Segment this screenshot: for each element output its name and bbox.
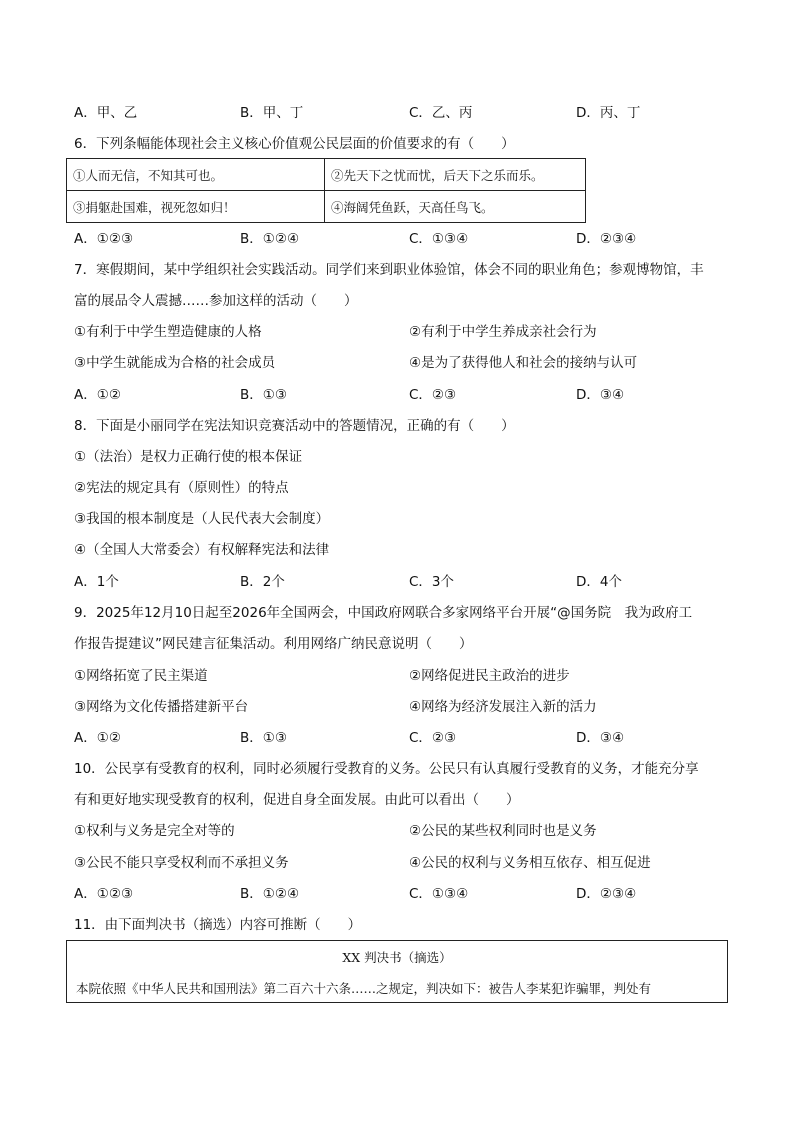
q6-option-b: B．①②④ [240, 231, 300, 247]
q7-item-2: ②有利于中学生养成亲社会行为 [409, 324, 597, 340]
q7-item-1: ①有利于中学生塑造健康的人格 [74, 324, 262, 340]
q10-option-a: A．①②③ [74, 886, 134, 902]
q8-item-3: ③我国的根本制度是（人民代表大会制度） [74, 511, 330, 527]
q10-stem-line2: 有和更好地实现受教育的权利，促进自身全面发展。由此可以看出（ ） [74, 792, 520, 808]
q6-banner-2: ②先天下之忧而忧，后天下之乐而乐。 [325, 159, 586, 191]
q11-stem: 11．由下面判决书（摘选）内容可推断（ ） [74, 917, 362, 933]
q9-stem-line1: 9．2025年12月10日起至2026年全国两会，中国政府网联合多家网络平台开展“@国务院 我为政府工 [74, 605, 693, 621]
q6-banner-1: ①人而无信，不知其可也。 [67, 159, 325, 191]
q9-option-a: A．①② [74, 730, 121, 746]
q11-verdict-text: 本院依照《中华人民共和国刑法》第二百六十六条……之规定，判决如下：被告人李某犯诈骗罪，判处有 [76, 981, 652, 996]
q8-item-1: ①（法治）是权力正确行使的根本保证 [74, 449, 303, 465]
q7-option-b: B．①③ [240, 387, 287, 403]
q8-item-2: ②宪法的规定具有（原则性）的特点 [74, 480, 289, 496]
q6-option-d: D．②③④ [576, 231, 637, 247]
q8-option-d: D．4个 [576, 574, 622, 590]
q5-option-a: A．甲、乙 [74, 105, 138, 121]
q11-verdict-box [66, 940, 728, 1003]
q10-option-c: C．①③④ [409, 886, 469, 902]
q8-stem: 8．下面是小丽同学在宪法知识竞赛活动中的答题情况，正确的有（ ） [74, 418, 515, 434]
q10-option-b: B．①②④ [240, 886, 300, 902]
q6-option-a: A．①②③ [74, 231, 134, 247]
q8-option-c: C．3个 [409, 574, 455, 590]
q10-item-4: ④公民的权利与义务相互依存、相互促进 [409, 855, 651, 871]
q10-stem-line1: 10．公民享有受教育的权利，同时必须履行受教育的义务。公民只有认真履行受教育的义务，才能充分享 [74, 761, 699, 777]
q5-option-c: C．乙、丙 [409, 105, 473, 121]
q7-item-4: ④是为了获得他人和社会的接纳与认可 [409, 355, 638, 371]
q6-option-c: C．①③④ [409, 231, 469, 247]
q5-option-b: B．甲、丁 [240, 105, 304, 121]
q7-stem-line2: 富的展品令人震撼……参加这样的活动（ ） [74, 293, 358, 309]
q7-item-3: ③中学生就能成为合格的社会成员 [74, 355, 276, 371]
q11-verdict-title: XX 判决书（摘选） [342, 950, 452, 965]
q7-option-d: D．③④ [576, 387, 625, 403]
q7-option-a: A．①② [74, 387, 121, 403]
q8-option-b: B．2个 [240, 574, 285, 590]
q6-banner-4: ④海阔凭鱼跃，天高任鸟飞。 [325, 191, 586, 223]
q6-banner-3: ③捐躯赴国难，视死忽如归！ [67, 191, 325, 223]
q5-option-d: D．丙、丁 [576, 105, 641, 121]
q9-option-c: C．②③ [409, 730, 457, 746]
q7-option-c: C．②③ [409, 387, 457, 403]
q10-item-1: ①权利与义务是完全对等的 [74, 823, 235, 839]
q9-item-2: ②网络促进民主政治的进步 [409, 668, 570, 684]
q10-item-2: ②公民的某些权利同时也是义务 [409, 823, 597, 839]
q9-item-1: ①网络拓宽了民主渠道 [74, 668, 208, 684]
q9-item-3: ③网络为文化传播搭建新平台 [74, 699, 249, 715]
q6-banner-table [66, 158, 586, 223]
q9-stem-line2: 作报告提建议”网民建言征集活动。利用网络广纳民意说明（ ） [74, 636, 473, 652]
q9-option-d: D．③④ [576, 730, 625, 746]
q9-option-b: B．①③ [240, 730, 287, 746]
q8-item-4: ④（全国人大常委会）有权解释宪法和法律 [74, 542, 330, 558]
q8-option-a: A．1个 [74, 574, 119, 590]
q6-stem: 6．下列条幅能体现社会主义核心价值观公民层面的价值要求的有（ ） [74, 136, 515, 152]
q10-option-d: D．②③④ [576, 886, 637, 902]
q9-item-4: ④网络为经济发展注入新的活力 [409, 699, 597, 715]
q7-stem-line1: 7．寒假期间，某中学组织社会实践活动。同学们来到职业体验馆，体会不同的职业角色；参观博物馆，丰 [74, 262, 704, 278]
q10-item-3: ③公民不能只享受权利而不承担义务 [74, 855, 289, 871]
